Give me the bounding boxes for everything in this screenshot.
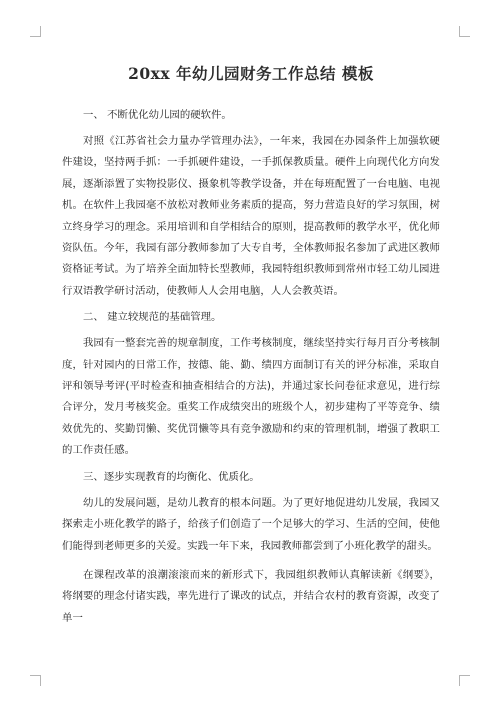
crop-mark-top-left <box>30 26 41 37</box>
crop-mark-bottom-right <box>459 675 470 686</box>
section-heading-1: 一、 不断优化幼儿园的硬软件。 <box>83 109 232 121</box>
document-body <box>62 62 440 637</box>
section-3-paragraph-1: 幼儿的发展问题，是幼儿教育的根本问题。为了更好地促进幼儿发展，我园又探索走小班化教学的路子，给孩子们创造了一个足够大的学习、生活的空间，使他们能得到老师更多的关爱。实践一年下来，我园教师都尝到了小班化教学的甜头。 <box>62 496 440 552</box>
section-3-paragraph-2: 在课程改革的浪潮滚滚而来的新形式下，我园组织教师认真解读新《纲要》，将纲要的理念付诸实践，率先进行了课改的试点，并结合农村的教育资源，改变了单一 <box>62 568 440 624</box>
document-title: 20xx 年幼儿园财务工作总结 模板 <box>128 64 374 83</box>
section-heading-3: 三、逐步实现教育的均衡化、优质化。 <box>83 470 260 483</box>
section-2-paragraph-1: 我园有一整套完善的规章制度，工作考核制度，继续坚持实行每月百分考核制度，针对园内的日常工作，按德、能、勤、绩四方面制订有关的评分标准，采取自评和领导考评(平时检查和抽查相结合的方法)，并通过家长问卷征求意见，进行综合评分，发月考核奖金。重奖工作成绩突出的班级个人，初步建构了平等竞争、绩效优先的、奖勤罚懒、奖优罚懒等具有竞争激励和约束的管理机制，增强了教职工的工作责任感。 <box>62 337 440 457</box>
section-1-paragraph-1: 对照《江苏省社会力量办学管理办法》，一年来，我园在办园条件上加强软硬件建设，坚持两手抓：一手抓硬件建设，一手抓保教质量。硬件上向现代化方向发展，逐渐添置了实物投影仪、摄象机等教学设备，并在每班配置了一台电脑、电视机。在软件上我园毫不放松对教师业务素质的提高，努力营造良好的学习氛围，树立终身学习的理念。采用培训和自学相结合的原则，提高教师的教学水平，优化师资队伍。今年，我园有部分教师参加了大专自考，全体教师报名参加了武进区教师资格证考试。为了培养全面加特长型教师，我园特组织教师到常州市轻工幼儿园进行双语教学研讨活动，使教师人人会用电脑，人人会教英语。 <box>62 135 440 297</box>
crop-mark-top-right <box>459 26 470 37</box>
crop-mark-bottom-left <box>30 675 41 686</box>
section-heading-2: 二、 建立较规范的基础管理。 <box>83 311 222 324</box>
